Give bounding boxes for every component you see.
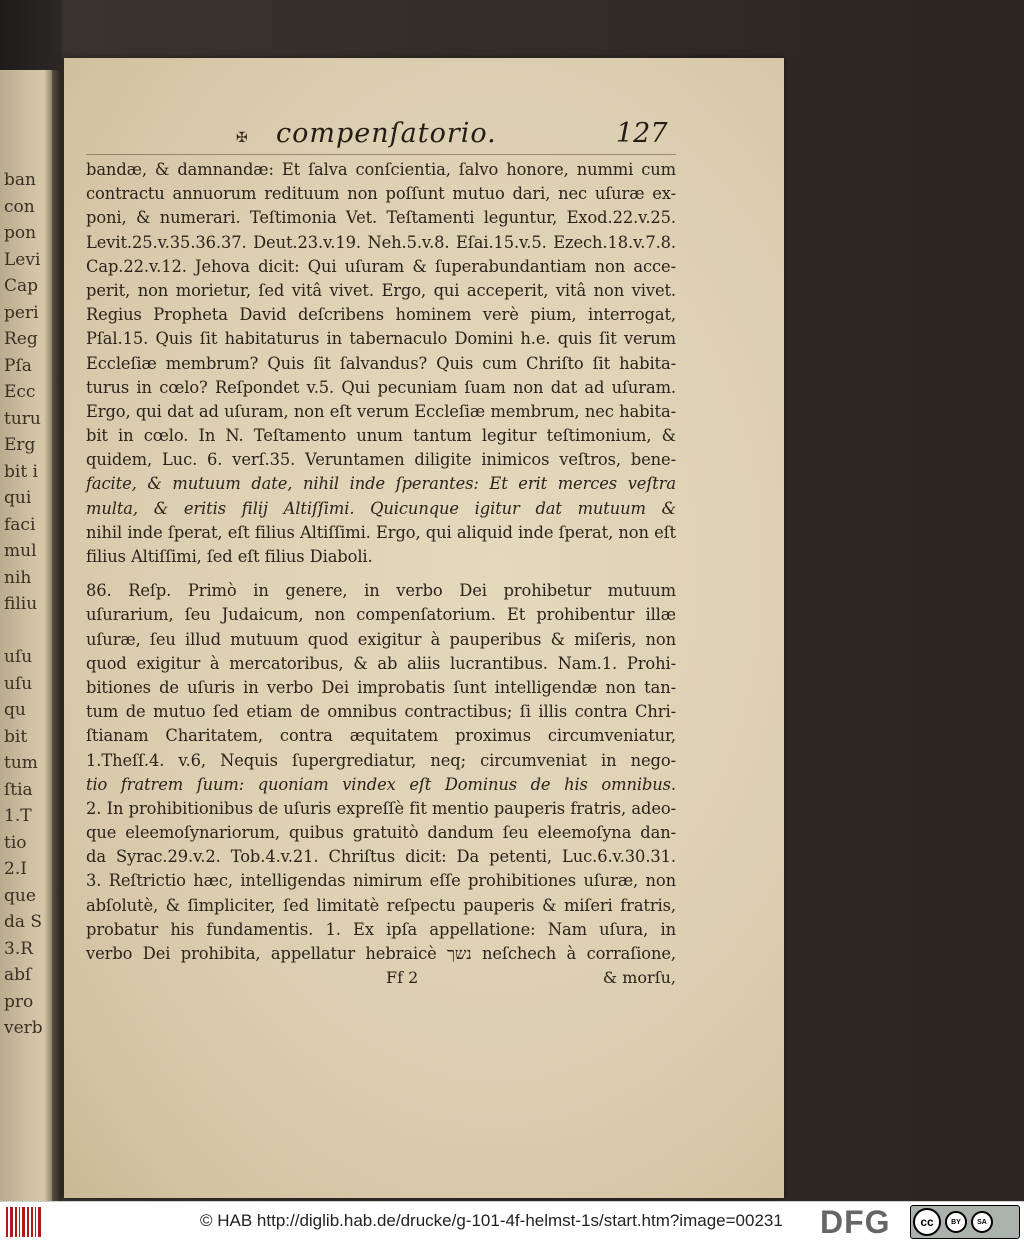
sa-icon: SA [971, 1211, 993, 1233]
text-line: facite, & mutuum date, nihil inde ſperantes: Et erit merces veſtra [86, 474, 676, 494]
left-page-fragment: 2.I [4, 859, 27, 879]
text-line: perit, non morietur, ſed vitâ vivet. Ergo, qui acceperit, vitâ non vivet. [86, 280, 676, 300]
by-icon: BY [945, 1211, 967, 1233]
signature-mark: Ff 2 [386, 968, 419, 988]
left-page-fragment: tum [4, 753, 38, 773]
text-line: Cap.22.v.12. Jehova dicit: Qui uſuram & ſuperabundantiam non acce- [86, 256, 676, 276]
text-line: 2. In prohibitionibus de uſuris expreſſè fit mentio pauperis fratris, adeo- [86, 798, 676, 818]
left-page-fragment: 3.R [4, 938, 34, 959]
text-line: turus in cœlo? Reſpondet v.5. Qui pecuniam ſuam non dat ad uſuram. [86, 377, 676, 397]
text-line: bit in cœlo. In N. Teſtamento unum tantum legitur teſtimonium, & [86, 426, 676, 446]
left-page-fragment: ban [4, 170, 36, 190]
text-line: abſolutè, & ſimpliciter, ſed limitatè reſpectu pauperis & miſeri fratris, [86, 895, 676, 915]
text-line: quod exigitur à mercatoribus, & ab aliis lucrantibus. Nam.1. Prohi- [86, 653, 676, 673]
text-line: bitiones de uſuris in verbo Dei improbatis ſunt intelligendæ non tan- [86, 677, 676, 697]
left-page-fragment: uſu [4, 673, 33, 694]
text-line: multa, & eritis filij Altiſſimi. Quicunque igitur dat mutuum & [86, 498, 676, 518]
header-ornament: ✠ [236, 130, 248, 146]
text-line: quidem, Luc. 6. verſ.35. Veruntamen diligite inimicos veſtros, bene- [86, 450, 676, 470]
text-line: uſuræ, ſeu illud mutuum quod exigitur à pauperibus & miſeris, non [86, 629, 676, 649]
page-header [86, 118, 676, 158]
left-page-fragment: 1.T [4, 806, 32, 826]
left-page-fragment: mul [4, 541, 37, 561]
left-page-fragment: qu [4, 700, 26, 720]
text-line: filius Altiſſimi, ſed eſt filius Diaboli. [86, 547, 373, 566]
text-line: contractu annuorum redituum non poſſunt mutuo dari, nec uſuræ ex- [86, 184, 676, 204]
paragraph-86 [86, 579, 676, 966]
text-line: que eleemoſynariorum, quibus gratuitò dandum ſeu eleemoſyna dan- [86, 823, 676, 843]
left-page-fragment: que [4, 885, 36, 906]
left-page-fragment: abſ [4, 965, 32, 985]
book-gutter [52, 70, 64, 1210]
text-line: ſtianam Charitatem, contra æquitatem proximus circumveniatur, [86, 726, 676, 746]
viewer-footer [0, 1201, 1024, 1241]
text-line: bandæ, & damnandæ: Et ſalva conſcientia, ſalvo honore, nummi cum [86, 160, 676, 179]
cc-license-badge[interactable] [910, 1205, 1020, 1239]
book-page [64, 58, 784, 1198]
dfg-logo[interactable]: DFG [820, 1204, 891, 1240]
left-page-fragment: Ecc [4, 382, 36, 402]
left-page-fragment: ſtia [4, 779, 33, 800]
text-line: Ergo, qui dat ad uſuram, non eſt verum Eccleſiæ membrum, nec habita- [86, 401, 676, 421]
text-line: verbo Dei prohibita, appellatur hebraicè נשך neſchech à corraſione, [86, 944, 676, 963]
text-line: Levit.25.v.35.36.37. Deut.23.v.19. Neh.5.v.8. Eſai.15.v.5. Ezech.18.v.7.8. [86, 232, 676, 252]
header-rule [86, 154, 676, 155]
catchword: & morſu, [602, 968, 676, 988]
left-page-fragment: pon [4, 223, 37, 243]
text-line: 1.Theſſ.4. v.6, Nequis ſupergrediatur, neq; circumveniat in nego- [86, 750, 676, 770]
left-page-fragment: Pſa [4, 355, 32, 376]
text-line: uſurarium, ſeu Judaicum, non compenſatorium. Et prohibentur illæ [86, 605, 676, 625]
left-page-fragment: uſu [4, 647, 33, 667]
left-page-fragment: da S [4, 912, 43, 932]
left-page-fragment: tio [4, 832, 27, 853]
left-page-fragment: nih [4, 567, 32, 588]
left-page-fragment: peri [4, 302, 39, 323]
text-line: Pſal.15. Quis ſit habitaturus in tabernaculo Domini h.e. quis ſit verum [86, 329, 676, 349]
left-page-fragment: turu [4, 408, 41, 429]
text-line: 86. Reſp. Primò in genere, in verbo Dei prohibetur mutuum [86, 581, 676, 601]
left-page-fragment: Reg [4, 329, 38, 349]
left-page-fragment: Levi [4, 249, 41, 270]
text-line: 3. Reſtrictio hæc, intelligendas nimirum eſſe prohibitiones uſuræ, non [86, 871, 676, 891]
text-line: poni, & numerari. Teſtimonia Vet. Teſtamenti leguntur, Exod.22.v.25. [86, 208, 676, 228]
page-text [86, 118, 676, 992]
left-page-fragment: Cap [4, 276, 39, 296]
page-number: 127 [616, 118, 668, 149]
text-line: Regius Propheta David deſcribens hominem verè pium, interrogat, [86, 305, 676, 325]
text-line: nihil inde ſperat, eſt filius Altiſſimi. Ergo, qui aliquid inde ſperat, non eſt [86, 522, 676, 542]
left-page-fragment: verb [4, 1018, 43, 1038]
copyright-link[interactable]: © HAB http://diglib.hab.de/drucke/g-101-4f-helmst-1s/start.htm?image=00231 [200, 1211, 783, 1230]
text-line: da Syrac.29.v.2. Tob.4.v.21. Chriſtus dicit: Da petenti, Luc.6.v.30.31. [86, 847, 676, 867]
paragraph-1 [86, 158, 676, 569]
page-footer-line [86, 968, 676, 992]
running-head: compenſatorio. [276, 118, 497, 149]
cc-icon: cc [913, 1208, 941, 1236]
left-page-fragment: Erg [4, 435, 36, 455]
left-page-fragment: qui [4, 488, 32, 508]
text-line: tum de mutuo ſed etiam de omnibus contractibus; ſi illis contra Chri- [86, 702, 676, 722]
left-page-fragment: bit i [4, 461, 38, 482]
left-page-fragment: con [4, 196, 35, 217]
left-page-fragment: bit [4, 726, 28, 747]
left-page-fragment: faci [4, 514, 36, 535]
left-page-edge [0, 70, 52, 1210]
left-page-fragment: filiu [4, 594, 38, 614]
left-page-fragment: pro [4, 991, 34, 1012]
text-line: Eccleſiæ membrum? Quis ſit ſalvandus? Quis cum Chriſto ſit habita- [86, 353, 676, 373]
text-line: tio fratrem ſuum: quoniam vindex eſt Dominus de his omnibus. [86, 774, 676, 794]
text-line: probatur his fundamentis. 1. Ex ipſa appellatione: Nam uſura, in [86, 919, 676, 939]
hab-barcode-logo-icon[interactable] [6, 1207, 46, 1237]
